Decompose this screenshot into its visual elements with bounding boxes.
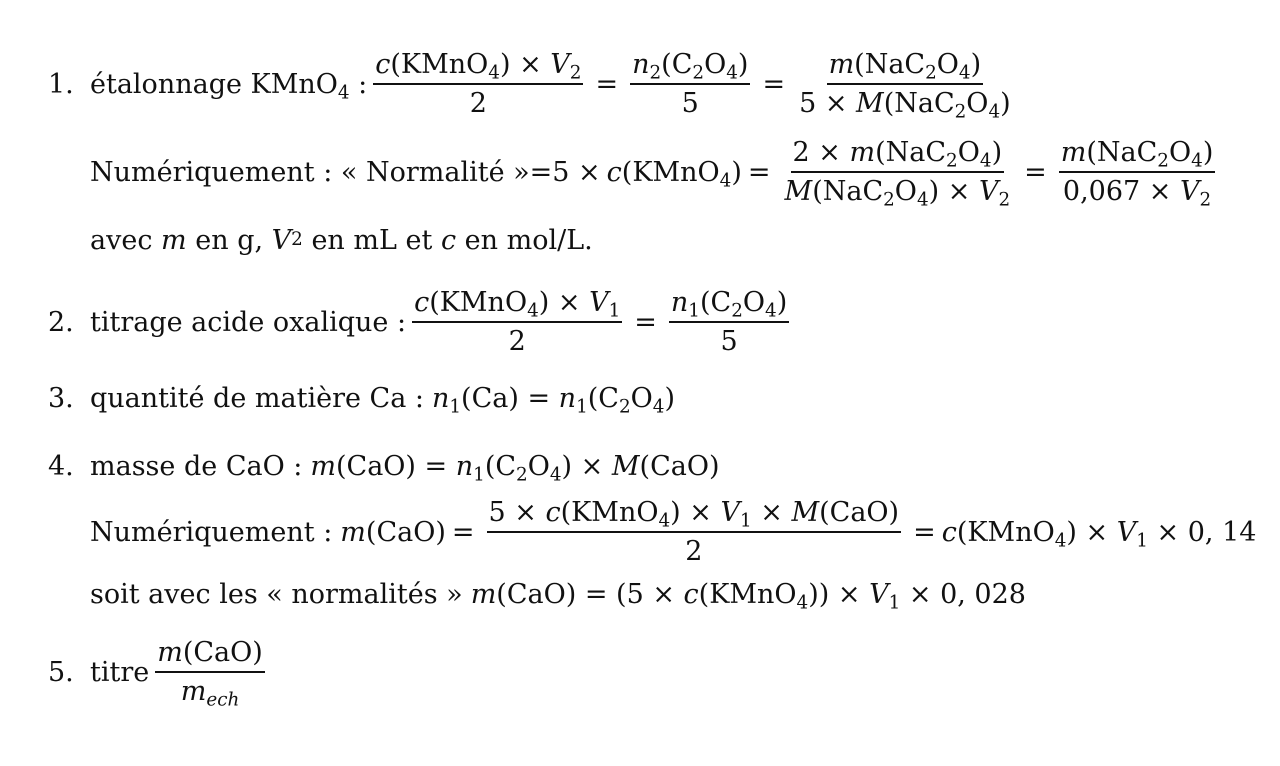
equation-line: Numériquement : « Normalité »=5 × c(KMnO$_4$) = $\frac{2 \times m(NaC_2O_4)}{M(NaC_2O_4) \times V_2}$ = $\frac{m(NaC_2O_4)}{0,067 \times V_2}$ [90,137,1214,211]
equation-fraction: $\frac{n_2(C_2O_4)}{5}$ [632,49,749,119]
numeric-constant: × 0, 028 [908,578,1026,610]
equation-fraction: $\frac{2 \times m(NaC_2O_4)}{M(NaC_2O_4) \times V_2}$ [784,137,1011,211]
item-label: titre [90,656,150,688]
item-label: quantité de matière Ca : [90,382,424,414]
list-item-3: 3. quantité de matière Ca : $n_1(Ca) = n_1(C_2O_4)$ [48,382,676,417]
numeric-label: Numériquement : « Normalité »=5 × [90,156,601,188]
units-line: avec m en g, V 2 en mL et c en mol/L. [90,224,593,256]
list-item-2: 2. titrage acide oxalique : $\frac{c(KMnO_4) \times V_1}{2}$ = $\frac{n_1(C_2O_4)}{5}$ [48,287,788,357]
normalites-label: soit avec les « normalités » [90,578,463,610]
list-item-1: 1. étalonnage KMnO$_4$ : $\frac{c(KMnO_4) \times V_2}{2}$ = $\frac{n_2(C_2O_4)}{5}$ = $\frac{m(NaC_2O_4)}{5 \times M(NaC_2O_4)}$ [48,49,1011,123]
list-item-4: 4. masse de CaO : $m(CaO) = n_1(C_2O_4) \times M(CaO)$ [48,450,720,485]
item-number: 3. [48,382,74,414]
item-number: 5. [48,656,74,688]
item-label: masse de CaO : [90,450,303,482]
numeric-label: Numériquement : [90,516,333,548]
item-number: 1. [48,68,74,100]
list-item-5 [48,632,1268,712]
equation-line: Numériquement : m(CaO) = $\frac{5 \times c(KMnO_4) \times V_1 \times M(CaO)}{2}$ = c(KMnO$_4$) × $V_1 \times 0$, 14 [90,497,1257,567]
equation-fraction: $\frac{c(KMnO_4) \times V_1}{2}$ [414,287,621,357]
item-number: 4. [48,450,74,482]
item-label: titrage acide oxalique : [90,306,407,338]
denominator-constant: 0,067 × [1062,176,1172,207]
item-number: 2. [48,306,74,338]
equation-fraction: $\frac{5 \times c(KMnO_4) \times V_1 \times M(CaO)}{2}$ [488,497,900,567]
equation-line: soit avec les « normalités » m(CaO) = (5 × c(KMnO$_4$)) × $V_1 \times 0$, 028 [90,578,1026,613]
equation-fraction: $\frac{c(KMnO_4) \times V_2}{2}$ [375,49,582,119]
equation-fraction: $\frac{m(NaC_2O_4)}{5 \times M(NaC_2O_4)}$ [799,49,1011,123]
equation-fraction: $\frac{m(NaC_2O_4)}{0,067 \times V_2}$ [1060,137,1214,211]
item-label: étalonnage KMnO$_4$ : [90,68,368,103]
equation-fraction: $\frac{n_1(C_2O_4)}{5}$ [670,287,788,357]
numeric-constant: × 0, 14 [1156,516,1257,548]
equation-fraction: $\frac{\text{m(CaO)}}{m_{ech}}$ [157,637,263,711]
